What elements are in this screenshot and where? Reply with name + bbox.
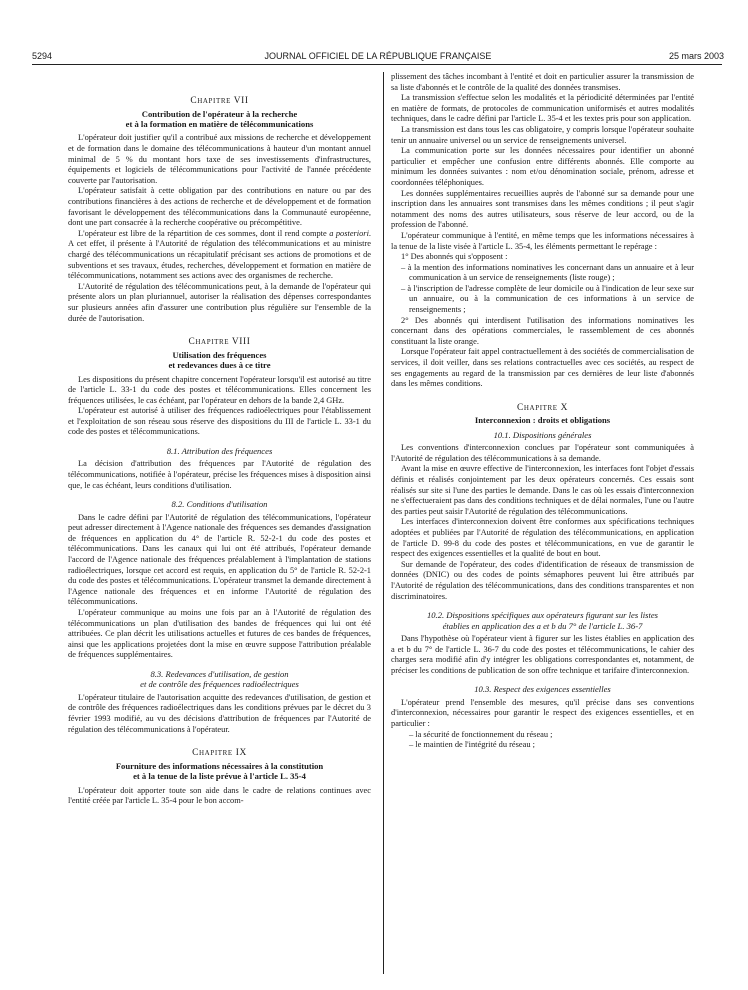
section-title bbox=[391, 610, 694, 631]
chapter-title-line: et à la formation en matière de télécommunications bbox=[125, 119, 314, 129]
list-item: – à l'inscription de l'adresse complète de leur domicile ou à l'indication de leur sexe sur un annuaire, ou à la communication de ces informations à un service de renseignements ; bbox=[401, 283, 694, 315]
journal-title: JOURNAL OFFICIEL DE LA RÉPUBLIQUE FRANÇAISE bbox=[264, 51, 492, 61]
list-item: – à la mention des informations nominatives les concernant dans un annuaire et à leur communication à un service de renseignements (liste rouge) ; bbox=[401, 262, 694, 283]
chapter-title bbox=[68, 109, 371, 130]
paragraph: La décision d'attribution des fréquences par l'Autorité de régulation des télécommunications, notifiée à l'opérateur, précise les fréquences mises à disposition ainsi que, le cas échéant, leurs conditions d'utilisation. bbox=[68, 459, 371, 490]
section-title: 10.3. Respect des exigences essentielles bbox=[474, 684, 611, 695]
paragraph: La transmission est dans tous les cas obligatoire, y compris lorsque l'opérateur souhaite tenir un annuaire universel ou un service de renseignements universel. bbox=[391, 124, 694, 145]
paragraph: Sur demande de l'opérateur, des codes d'identification de réseaux de transmission de données (DNIC) ou des codes de points sémaphores peuvent lui être attribués par l'Autorité de régulation des télécommunications, dans des conditions transparentes et non discriminatoires. bbox=[391, 559, 694, 601]
paragraph: L'opérateur titulaire de l'autorisation acquitte des redevances d'utilisation, de gestion et de contrôle des fréquences radioélectriques dans les conditions prévues par le décret du 3 février 1993 modifié, au vu des décisions d'attribution de fréquences par l'Autorité de régulation des télécommunications à l'opérateur. bbox=[68, 692, 371, 734]
chapter-title-line: Contribution de l'opérateur à la recherche bbox=[141, 108, 298, 119]
paragraph: L'Autorité de régulation des télécommunications peut, à la demande de l'opérateur qui présente alors un plan pluriannuel, autoriser la réalisation des dépenses correspondantes sur plusieurs années afin d'assurer une contribution plus régulière sur l'ensemble de la durée de l'autorisation. bbox=[68, 281, 371, 323]
paragraph: L'opérateur communique au moins une fois par an à l'Autorité de régulation des télécommunications un plan d'utilisation des bandes de fréquences qui lui ont été attribuées. Ce plan décrit les utilisations actuelles et futures de ces bandes de fréquences, ainsi que les applications projetées dont la mise en œuvre suppose l'attribution préalable de fréquences supplémentaires. bbox=[68, 608, 371, 660]
paragraph: L'opérateur doit apporter toute son aide dans le cadre de relations continues avec l'entité créée par l'article L. 35-4 pour le bon accom- bbox=[68, 785, 371, 806]
paragraph: Lorsque l'opérateur fait appel contractuellement à des sociétés de commercialisation de services, il doit veiller, dans ses relations contractuelles avec ces sociétés, au respect de ses engagements au regard de la transmission par ces dernières de leur liste d'abonnés dans les mêmes conditions. bbox=[391, 347, 694, 389]
chapter-title-line: et redevances dues à ce titre bbox=[168, 360, 271, 371]
issue-date: 25 mars 2003 bbox=[668, 51, 724, 61]
paragraph: L'opérateur est autorisé à utiliser des fréquences radioélectriques pour l'établissement et l'exploitation de son réseau sous réserve des dispositions du III de l'article L. 33-1 du code des postes et télécommunications. bbox=[68, 406, 371, 437]
list-item: – la sécurité de fonctionnement du réseau ; bbox=[409, 729, 553, 739]
paragraph: plissement des tâches incombant à l'entité et doit en particulier assurer la transmission de sa liste d'abonnés et le contrôle de la qualité des données transmises. bbox=[391, 72, 694, 92]
section-title: 8.1. Attribution des fréquences bbox=[166, 446, 273, 457]
list-item: 2° Des abonnés qui interdisent l'utilisation des informations nominatives les concernant dans des opérations commerciales, le rassemblement de ces abonnés constituant la liste orange. bbox=[391, 315, 694, 346]
section-title-line: établies en application des a et b du 7° de l'article L. 36-7 bbox=[442, 620, 643, 631]
chapter-heading: Chapitre X bbox=[517, 402, 568, 413]
chapter-title-line: Utilisation des fréquences bbox=[172, 349, 267, 360]
chapter-title: Interconnexion : droits et obligations bbox=[474, 415, 611, 426]
section-title-line: et de contrôle des fréquences radioélectriques bbox=[140, 679, 299, 690]
page-number: 5294 bbox=[32, 51, 53, 61]
chapter-title bbox=[68, 350, 371, 371]
paragraph: Dans l'hypothèse où l'opérateur vient à figurer sur les listes établies en application des a et b du 7° de l'article L. 36-7 du code des postes et télécommunications, le cahier des charges sera modifié afin d'y intégrer les obligations correspondantes et, notamment, de préciser les conditions de publication de son offre technique et tarifaire d'interconnexion. bbox=[391, 633, 694, 675]
paragraph: La transmission s'effectue selon les modalités et la périodicité déterminées par l'entité en matière de formats, de protocoles de communication uniformisés et autres modalités techniques, dans le cadre défini par l'article L. 35-4 et les textes pris pour son application. bbox=[391, 93, 694, 124]
chapter-heading: Chapitre VIII bbox=[188, 337, 251, 348]
paragraph: L'opérateur doit justifier qu'il a contribué aux missions de recherche et développement et de formation dans le domaine des télécommunications à hauteur d'un montant annuel minimal de 5 % du montant hors taxe de ses investissements d'infrastructures, équipements et logiciels de télécommunications pour l'activité de l'année précédente couverte par l'autorisation. bbox=[68, 133, 371, 185]
paragraph: Avant la mise en œuvre effective de l'interconnexion, les interfaces font l'objet d'essais définis et réalisés conjointement par les deux opérateurs concernés. Ces essais sont réalisés sur site si l'une des parties le demande. Dans le cas où les essais d'interconnexion ne s'effectueraient pas dans des conditions techniques et de délai normales, l'une ou l'autre des parties peut saisir l'Autorité de régulation des télécommunications. bbox=[391, 464, 694, 516]
paragraph: L'opérateur prend l'ensemble des mesures, qu'il précise dans ses conventions d'interconnexion, nécessaires pour garantir le respect des exigences essentielles, et en particulier : bbox=[391, 697, 694, 728]
text-run: L'opérateur est libre de la répartition de ces sommes, dont il rend compte bbox=[78, 228, 330, 238]
section-title-line: 8.3. Redevances d'utilisation, de gestion bbox=[150, 668, 289, 679]
section-title: 10.1. Dispositions générales bbox=[493, 429, 592, 440]
column-divider bbox=[383, 72, 384, 974]
right-column bbox=[391, 72, 694, 751]
paragraph: Les données supplémentaires recueillies auprès de l'abonné sur sa demande pour une inscription dans les annuaires sont transmises dans les mêmes conditions ; il peut s'agir notamment des noms des autres utilisateurs, sous réserve de leur accord, ou de la profession de l'abonné. bbox=[391, 188, 694, 230]
section-title: 8.2. Conditions d'utilisation bbox=[171, 499, 268, 510]
chapter-heading: Chapitre IX bbox=[192, 748, 247, 759]
left-column bbox=[68, 96, 371, 807]
paragraph: La communication porte sur les données nécessaires pour identifier un abonné particulier et empêcher une confusion entre différents abonnés. Elle comporte au minimum les données suivantes : nom et/ou dénomination sociale, prénom, adresse et coordonnées téléphoniques. bbox=[391, 146, 694, 187]
list-item: – le maintien de l'intégrité du réseau ; bbox=[409, 740, 535, 750]
paragraph: L'opérateur communique à l'entité, en même temps que les informations nécessaires à la tenue de la liste visée à l'article L. 35-4, les éléments permettant le repérage : bbox=[391, 230, 694, 251]
list-item: 1° Des abonnés qui s'opposent : bbox=[401, 252, 508, 262]
section-title bbox=[68, 669, 371, 690]
chapter-title-line: Fourniture des informations nécessaires à la constitution bbox=[115, 760, 324, 771]
paragraph: Les interfaces d'interconnexion doivent être conformes aux spécifications techniques adoptées et publiées par l'Autorité de régulation des télécommunications, en application de l'article D. 99-8 du code des postes et télécommunications, en vue de garantir le respect des exigences essentielles et la qualité de bout en bout. bbox=[391, 517, 694, 559]
paragraph: Les dispositions du présent chapitre concernent l'opérateur lorsqu'il est autorisé au titre de l'article L. 33-1 du code des postes et télécommunications. Elles concernent les fréquences utilisées, le cas échéant, par l'opérateur en dehors de la bande 2,4 GHz. bbox=[68, 374, 371, 405]
paragraph bbox=[68, 229, 371, 282]
chapter-title bbox=[68, 761, 371, 782]
section-title-line: 10.2. Dispositions spécifiques aux opérateurs figurant sur les listes bbox=[426, 610, 659, 621]
italic-text: a posteriori bbox=[329, 228, 369, 238]
chapter-heading: Chapitre VII bbox=[190, 96, 249, 106]
chapter-title-line: et à la tenue de la liste prévue à l'article L. 35-4 bbox=[133, 771, 306, 782]
paragraph: L'opérateur satisfait à cette obligation par des contributions en nature ou par des contributions financières à des actions de recherche et de développement et de formation favorisant le développement des télécommunications dans la Communauté européenne, dont une part consacrée à la recherche coopérative ou précompétitive. bbox=[68, 186, 371, 228]
paragraph: Dans le cadre défini par l'Autorité de régulation des télécommunications, l'opérateur peut adresser directement à l'Agence nationale des fréquences ses demandes d'assignation de fréquences en application du 4° de l'article R. 52-2-1 du code des postes et télécommunications. Dans les canaux qui lui ont été attribués, l'opérateur demande l'accord de l'Agence nationale des fréquences préalablement à l'implantation de stations radioélectriques, lorsque cet accord est requis, en application du 5° de l'article R. 52-2-1 du code des postes et télécommunications. L'opérateur transmet la demande directement à l'Agence nationale des fréquences et en informe l'Autorité de régulation des télécommunications. bbox=[68, 512, 371, 607]
text-run: . A cet effet, il présente à l'Autorité de régulation des télécommunications et au ministre chargé des télécommunications un récapitulatif précisant ses actions de promotions et de subventions et ses travaux, études, recherches, développement et formation en matière de télécommunications, notamment ses actions avec des organismes de recherche. bbox=[68, 228, 371, 281]
header-rule bbox=[32, 64, 722, 65]
paragraph: Les conventions d'interconnexion conclues par l'opérateur sont communiquées à l'Autorité de régulation des télécommunications à sa demande. bbox=[391, 443, 694, 463]
page-header bbox=[32, 49, 724, 63]
